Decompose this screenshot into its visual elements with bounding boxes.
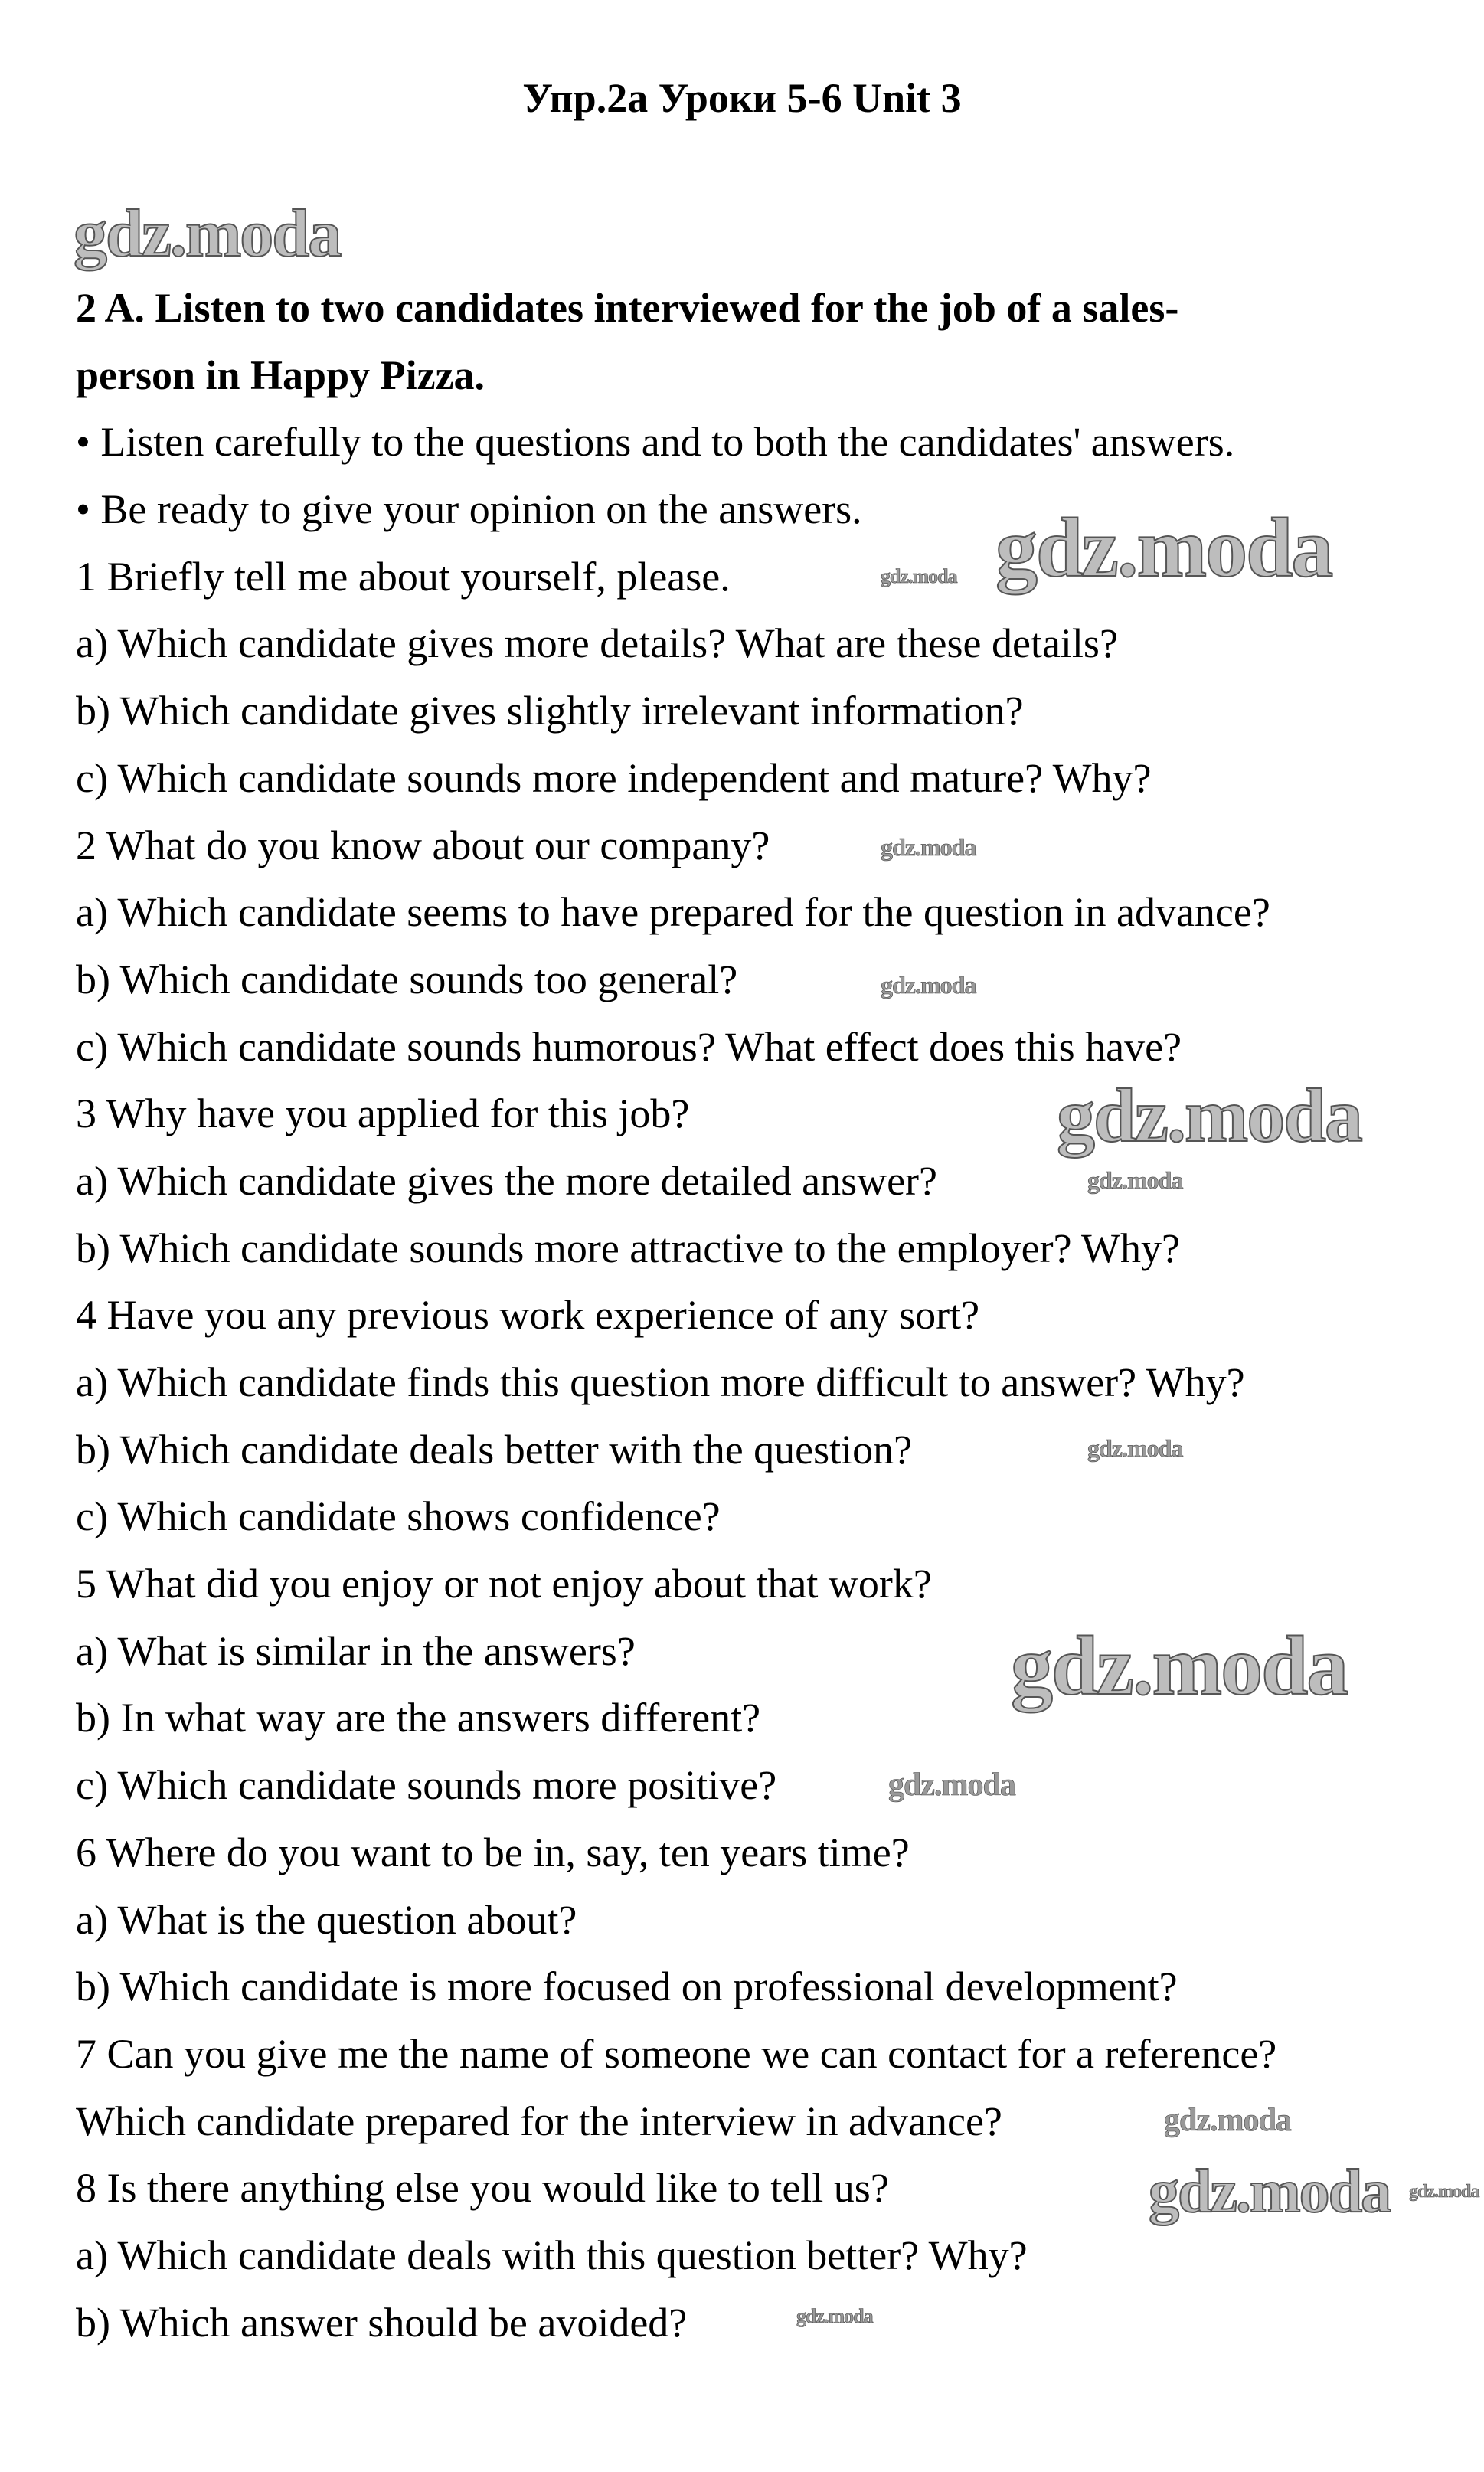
question-line: a) Which candidate gives the more detailed answer? xyxy=(76,1157,938,1204)
question-line: 1 Briefly tell me about yourself, please. xyxy=(76,553,731,600)
question-line: b) In what way are the answers different? xyxy=(76,1695,761,1741)
question-line: c) Which candidate sounds more independent and mature? Why? xyxy=(76,754,1152,801)
question-line: a) Which candidate deals with this question better? Why? xyxy=(76,2232,1028,2278)
question-line: 6 Where do you want to be in, say, ten years time? xyxy=(76,1829,910,1875)
question-line: a) Which candidate seems to have prepared for the question in advance? xyxy=(76,889,1270,936)
watermark-logo: gdz.moda xyxy=(1057,1073,1361,1158)
watermark-logo: gdz.moda xyxy=(1011,1619,1348,1712)
watermark-small: gdz.moda xyxy=(1087,1166,1183,1194)
question-line: b) Which candidate deals better with the question? xyxy=(76,1426,913,1473)
watermark-small: gdz.moda xyxy=(881,971,976,999)
question-line: 2 What do you know about our company? xyxy=(76,822,770,868)
exercise-heading: person in Happy Pizza. xyxy=(76,352,485,398)
watermark-small: gdz.moda xyxy=(888,1767,1015,1803)
watermark-small: gdz.moda xyxy=(1164,2103,1291,2138)
instruction-bullet: • Be ready to give your opinion on the answers. xyxy=(76,486,862,533)
watermark-small: gdz.moda xyxy=(881,833,976,861)
question-line: c) Which candidate sounds humorous? What effect does this have? xyxy=(76,1023,1182,1070)
question-line: b) Which answer should be avoided? xyxy=(76,2299,688,2346)
question-line: Which candidate prepared for the interview in advance? xyxy=(76,2098,1002,2144)
page-title: Упр.2а Уроки 5-6 Unit 3 xyxy=(522,75,962,121)
watermark-logo: gdz.moda xyxy=(74,197,341,271)
question-line: c) Which candidate sounds more positive? xyxy=(76,1762,777,1809)
exercise-heading: 2 A. Listen to two candidates interviewed for the job of a sales- xyxy=(76,285,1179,331)
question-line: b) Which candidate sounds more attractive to the employer? Why? xyxy=(76,1225,1180,1271)
question-line: 7 Can you give me the name of someone we can contact for a reference? xyxy=(76,2030,1277,2077)
question-line: c) Which candidate shows confidence? xyxy=(76,1493,721,1540)
question-line: a) Which candidate finds this question more difficult to answer? Why? xyxy=(76,1359,1245,1405)
watermark-logo: gdz.moda xyxy=(1149,2158,1391,2225)
question-line: 4 Have you any previous work experience of any sort? xyxy=(76,1292,980,1339)
question-line: b) Which candidate sounds too general? xyxy=(76,956,738,1002)
question-line: b) Which candidate is more focused on professional development? xyxy=(76,1964,1178,2010)
watermark-small: gdz.moda xyxy=(1409,2182,1479,2202)
question-line: 3 Why have you applied for this job? xyxy=(76,1090,690,1137)
question-line: a) What is the question about? xyxy=(76,1896,577,1943)
question-line: a) What is similar in the answers? xyxy=(76,1627,636,1674)
question-line: 5 What did you enjoy or not enjoy about that work? xyxy=(76,1561,932,1607)
watermark-small: gdz.moda xyxy=(796,2305,873,2327)
question-line: a) Which candidate gives more details? What are these details? xyxy=(76,620,1118,667)
instruction-bullet: • Listen carefully to the questions and to both the candidates' answers. xyxy=(76,419,1235,466)
watermark-logo: gdz.moda xyxy=(995,501,1332,594)
watermark-small: gdz.moda xyxy=(881,565,957,587)
question-line: 8 Is there anything else you would like to tell us? xyxy=(76,2165,889,2212)
watermark-small: gdz.moda xyxy=(1087,1434,1183,1462)
question-line: b) Which candidate gives slightly irrelevant information? xyxy=(76,688,1024,734)
